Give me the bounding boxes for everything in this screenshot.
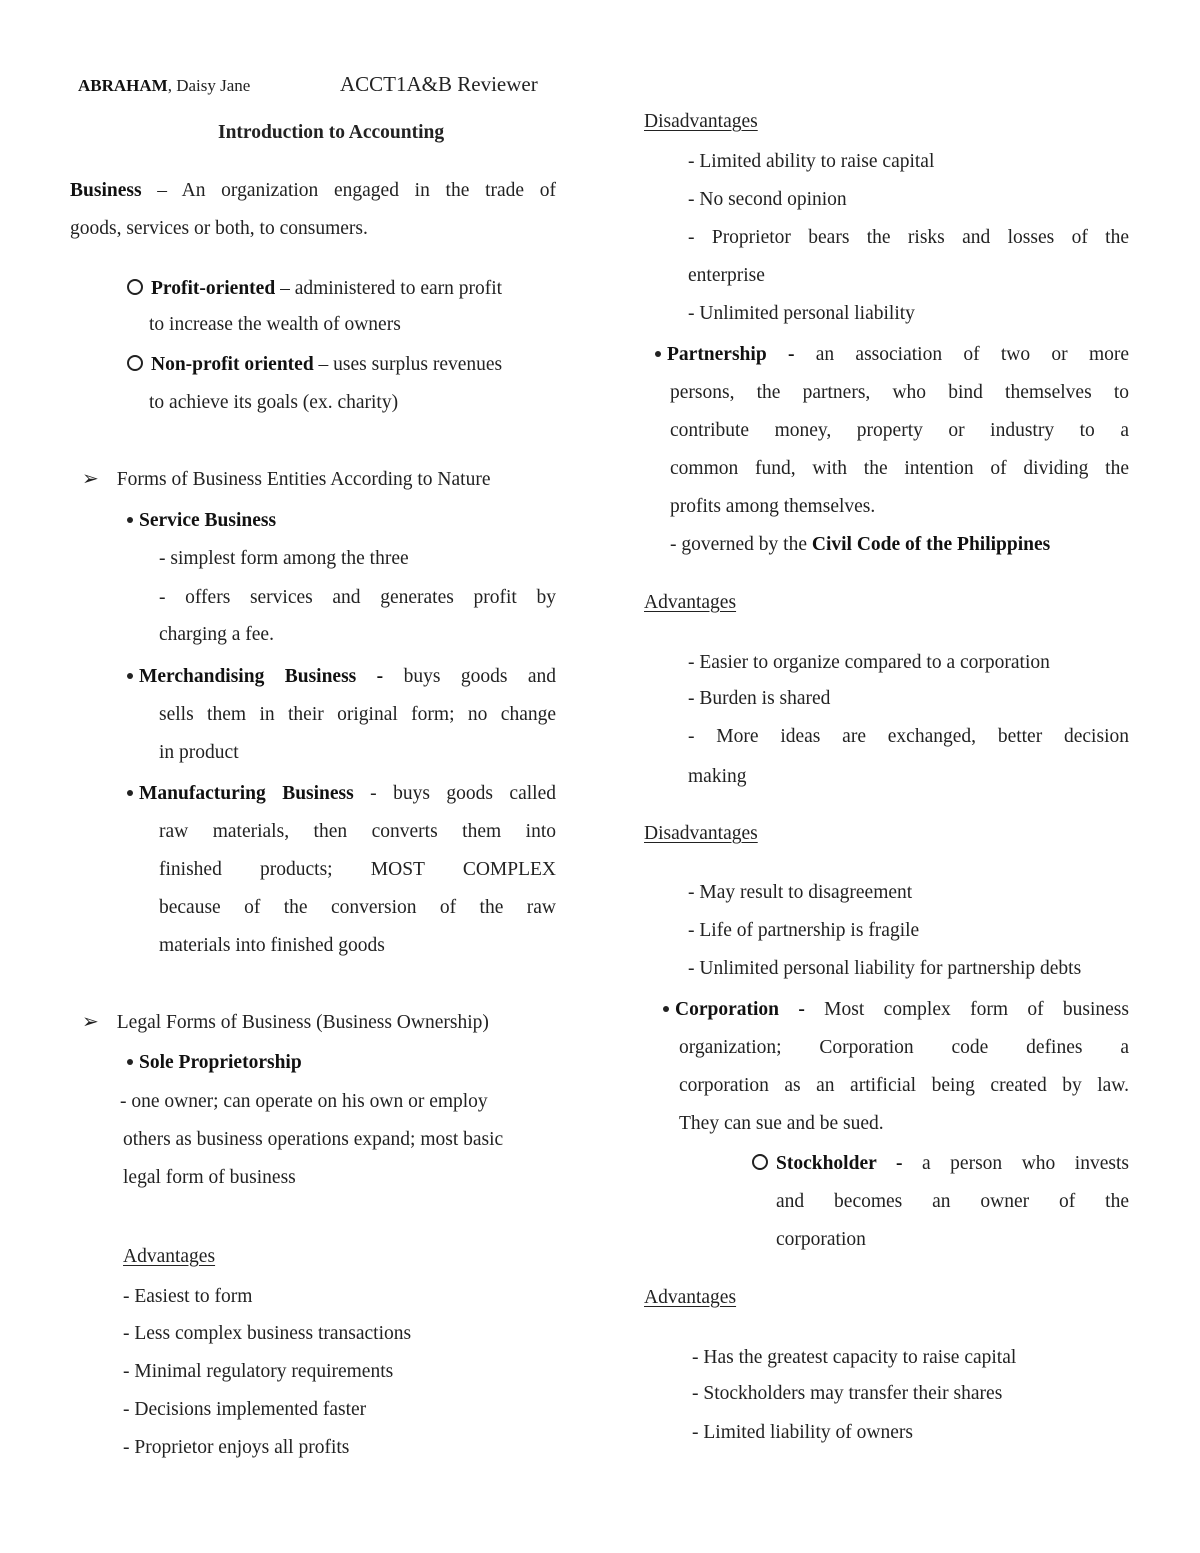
corporation-line4: They can sue and be sued. <box>679 1113 884 1134</box>
circle-bullet-icon <box>127 279 143 295</box>
list-item: - Decisions implemented faster <box>123 1399 367 1420</box>
partnership-line5: profits among themselves. <box>670 496 876 517</box>
forms-nature-heading: ➢ Forms of Business Entities According to Nature <box>82 468 491 490</box>
business-definition-line1: Business – An organization engaged in the trade of <box>70 180 556 201</box>
service-line1: - simplest form among the three <box>159 548 409 569</box>
list-item: - More ideas are exchanged, better decision <box>688 726 1129 747</box>
manufacturing-line5: materials into finished goods <box>159 935 385 956</box>
manufacturing-line3: finished products; MOST COMPLEX <box>159 859 556 880</box>
nonprofit-desc: to achieve its goals (ex. charity) <box>149 392 399 413</box>
service-line3: charging a fee. <box>159 624 274 645</box>
sole-disadvantages-heading: Disadvantages <box>644 111 758 132</box>
author-name: ABRAHAM, Daisy Jane <box>78 76 251 95</box>
sole-proprietorship-item: Sole Proprietorship <box>127 1051 302 1075</box>
list-item: - No second opinion <box>688 189 847 210</box>
list-item: - Easiest to form <box>123 1286 253 1307</box>
list-item: - Unlimited personal liability for partnership debts <box>688 958 1082 979</box>
list-item: - Proprietor enjoys all profits <box>123 1437 350 1458</box>
circle-bullet-icon <box>127 355 143 371</box>
dot-bullet-icon <box>127 517 133 523</box>
stockholder-item: Stockholder - a person who invests <box>752 1152 1129 1176</box>
merchandising-line2: sells them in their original form; no change <box>159 704 556 725</box>
section-title: Introduction to Accounting <box>218 122 445 143</box>
list-item: - Burden is shared <box>688 688 831 709</box>
dot-bullet-icon <box>127 673 133 679</box>
sole-line1: - one owner; can operate on his own or employ <box>120 1091 488 1112</box>
legal-forms-heading: ➢ Legal Forms of Business (Business Ownership) <box>82 1011 489 1033</box>
partnership-line3: contribute money, property or industry to a <box>670 420 1129 441</box>
merchandising-item: Merchandising Business - buys goods and <box>127 665 556 689</box>
sole-advantages-heading: Advantages <box>123 1246 216 1267</box>
list-item: - May result to disagreement <box>688 882 913 903</box>
partnership-line4: common fund, with the intention of dividing the <box>670 458 1129 479</box>
dot-bullet-icon <box>127 790 133 796</box>
corporation-line3: corporation as an artificial being created by law. <box>679 1075 1129 1096</box>
dot-bullet-icon <box>663 1006 669 1012</box>
manufacturing-line4: because of the conversion of the raw <box>159 897 556 918</box>
stockholder-line3: corporation <box>776 1229 866 1250</box>
partnership-line6: - governed by the Civil Code of the Philippines <box>670 534 1051 555</box>
partnership-line2: persons, the partners, who bind themselves to <box>670 382 1129 403</box>
list-item: - Easier to organize compared to a corporation <box>688 652 1050 673</box>
profit-oriented-desc: to increase the wealth of owners <box>149 314 401 335</box>
business-definition-line2: goods, services or both, to consumers. <box>70 218 368 239</box>
sole-line3: legal form of business <box>123 1167 296 1188</box>
list-item: - Minimal regulatory requirements <box>123 1361 394 1382</box>
stockholder-line2: and becomes an owner of the <box>776 1191 1129 1212</box>
partnership-item: Partnership - an association of two or more <box>655 343 1129 367</box>
list-item: - Proprietor bears the risks and losses of the <box>688 227 1129 248</box>
corporation-item: Corporation - Most complex form of business <box>663 998 1129 1022</box>
list-item: - Unlimited personal liability <box>688 303 915 324</box>
arrow-bullet-icon: ➢ <box>82 468 99 490</box>
list-item-continued: making <box>688 766 747 787</box>
dot-bullet-icon <box>655 351 661 357</box>
nonprofit-item: Non-profit oriented – uses surplus revenues <box>127 353 502 377</box>
service-business-item: Service Business <box>127 509 276 533</box>
list-item: - Limited ability to raise capital <box>688 151 935 172</box>
merchandising-line3: in product <box>159 742 239 763</box>
manufacturing-item: Manufacturing Business - buys goods called <box>127 782 556 806</box>
profit-oriented-item: Profit-oriented – administered to earn profit <box>127 277 502 301</box>
list-item: - Limited liability of owners <box>692 1422 913 1443</box>
circle-bullet-icon <box>752 1154 768 1170</box>
service-line2: - offers services and generates profit by <box>159 587 556 608</box>
course-title: ACCT1A&B Reviewer <box>340 72 538 96</box>
sole-line2: others as business operations expand; most basic <box>123 1129 504 1150</box>
partnership-advantages-heading: Advantages <box>644 592 737 613</box>
corporation-line2: organization; Corporation code defines a <box>679 1037 1129 1058</box>
list-item: - Less complex business transactions <box>123 1323 412 1344</box>
list-item: - Stockholders may transfer their shares <box>692 1383 1003 1404</box>
partnership-disadvantages-heading: Disadvantages <box>644 823 758 844</box>
corporation-advantages-heading: Advantages <box>644 1287 737 1308</box>
list-item: - Life of partnership is fragile <box>688 920 920 941</box>
manufacturing-line2: raw materials, then converts them into <box>159 821 556 842</box>
list-item-continued: enterprise <box>688 265 765 286</box>
arrow-bullet-icon: ➢ <box>82 1011 99 1033</box>
list-item: - Has the greatest capacity to raise capital <box>692 1347 1017 1368</box>
dot-bullet-icon <box>127 1059 133 1065</box>
